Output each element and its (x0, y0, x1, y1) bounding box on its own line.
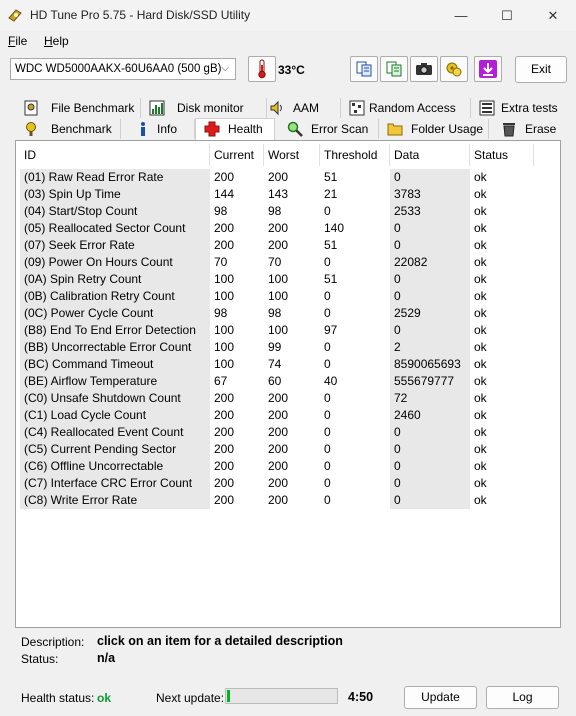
cell-current: 200 (214, 238, 235, 252)
table-row[interactable] (20, 220, 530, 237)
cell-status: ok (474, 204, 487, 218)
log-button[interactable]: Log (486, 686, 559, 709)
column-header-threshold[interactable]: Threshold (320, 144, 390, 166)
cell-status: ok (474, 272, 487, 286)
cell-worst: 200 (268, 459, 289, 473)
cell-threshold: 0 (324, 306, 331, 320)
table-row[interactable] (20, 288, 530, 305)
table-row[interactable] (20, 254, 530, 271)
cell-worst: 98 (268, 306, 282, 320)
next-update-progress (225, 688, 338, 704)
cell-data: 0 (390, 441, 470, 458)
chevron-down-icon: ⌵ (221, 63, 229, 74)
drive-select[interactable] (10, 58, 236, 80)
status-text: n/a (97, 651, 116, 665)
cell-id: (04) Start/Stop Count (20, 203, 210, 220)
cell-worst: 100 (268, 323, 289, 337)
health-status-label: Health status: (21, 691, 95, 705)
cell-status: ok (474, 374, 487, 388)
cell-id: (BC) Command Timeout (20, 356, 210, 373)
cell-current: 200 (214, 442, 235, 456)
tab-health-label: Health (228, 122, 263, 136)
cell-threshold: 21 (324, 187, 338, 201)
cell-current: 200 (214, 493, 235, 507)
column-header-data[interactable]: Data (390, 144, 470, 166)
cell-worst: 200 (268, 170, 289, 184)
cell-worst: 143 (268, 187, 289, 201)
cell-data: 2529 (390, 305, 470, 322)
cell-status: ok (474, 493, 487, 507)
table-row[interactable] (20, 390, 530, 407)
cell-id: (0A) Spin Retry Count (20, 271, 210, 288)
copy-screen-icon (385, 60, 403, 78)
cell-data: 0 (390, 220, 470, 237)
table-row[interactable] (20, 492, 530, 509)
cell-status: ok (474, 221, 487, 235)
cell-data: 0 (390, 288, 470, 305)
cell-id: (C5) Current Pending Sector (20, 441, 210, 458)
cell-id: (BE) Airflow Temperature (20, 373, 210, 390)
cell-worst: 200 (268, 391, 289, 405)
cell-worst: 98 (268, 204, 282, 218)
table-header (20, 144, 530, 166)
cell-current: 100 (214, 340, 235, 354)
cell-threshold: 51 (324, 170, 338, 184)
cell-current: 100 (214, 289, 235, 303)
cell-status: ok (474, 187, 487, 201)
status-bar (0, 678, 576, 716)
status-label: Status: (21, 652, 59, 666)
speaker-icon (269, 100, 285, 116)
cell-data: 2533 (390, 203, 470, 220)
cell-threshold: 0 (324, 476, 331, 490)
cell-threshold: 51 (324, 238, 338, 252)
tab-benchmark[interactable] (15, 119, 121, 139)
health-status-value: ok (97, 691, 112, 705)
cell-worst: 99 (268, 340, 282, 354)
menu-help-label: elp (52, 34, 69, 48)
copy-info-button[interactable] (350, 56, 378, 82)
cell-threshold: 0 (324, 425, 331, 439)
health-cross-icon (204, 121, 220, 137)
tab-aam-label: AAM (293, 101, 320, 115)
cell-current: 98 (214, 204, 228, 218)
tab-benchmark-label: Benchmark (51, 122, 112, 136)
cell-status: ok (474, 306, 487, 320)
table-row[interactable] (20, 475, 530, 492)
cell-current: 200 (214, 476, 235, 490)
cell-status: ok (474, 340, 487, 354)
cell-threshold: 0 (324, 408, 331, 422)
folder-icon (387, 121, 403, 137)
table-row[interactable] (20, 203, 530, 220)
tab-folder-usage-label: Folder Usage (411, 122, 484, 136)
cell-data: 0 (390, 424, 470, 441)
cell-id: (03) Spin Up Time (20, 186, 210, 203)
tab-random-access[interactable] (341, 98, 471, 118)
cell-id: (C0) Unsafe Shutdown Count (20, 390, 210, 407)
cell-id: (0C) Power Cycle Count (20, 305, 210, 322)
column-header-worst[interactable]: Worst (264, 144, 320, 166)
cell-data: 555679777 (390, 373, 470, 390)
table-row[interactable] (20, 407, 530, 424)
cell-worst: 100 (268, 272, 289, 286)
options-button[interactable] (440, 56, 468, 82)
copy-screenshot-button[interactable] (380, 56, 408, 82)
cell-status: ok (474, 323, 487, 337)
progress-fill (227, 690, 230, 702)
cell-status: ok (474, 408, 487, 422)
cell-id: (C6) Offline Uncorrectable (20, 458, 210, 475)
close-button[interactable]: ✕ (547, 8, 559, 23)
temperature-button[interactable] (248, 56, 276, 82)
cell-id: (C7) Interface CRC Error Count (20, 475, 210, 492)
cell-id: (09) Power On Hours Count (20, 254, 210, 271)
cell-threshold: 0 (324, 255, 331, 269)
screenshot-button[interactable] (410, 56, 438, 82)
options-icon (445, 60, 463, 78)
extra-tests-icon (479, 100, 495, 116)
cell-data: 22082 (390, 254, 470, 271)
exit-button[interactable]: Exit (515, 56, 567, 83)
cell-threshold: 51 (324, 272, 338, 286)
cell-id: (C8) Write Error Rate (20, 492, 210, 509)
thermometer-icon (255, 59, 269, 79)
cell-worst: 74 (268, 357, 282, 371)
table-row[interactable] (20, 441, 530, 458)
cell-current: 200 (214, 221, 235, 235)
table-row[interactable] (20, 458, 530, 475)
cell-id: (B8) End To End Error Detection (20, 322, 210, 339)
cell-worst: 200 (268, 221, 289, 235)
cell-status: ok (474, 238, 487, 252)
camera-icon (415, 61, 433, 77)
table-row[interactable] (20, 271, 530, 288)
cell-threshold: 40 (324, 374, 338, 388)
column-header-status[interactable]: Status (470, 144, 534, 166)
tab-file-benchmark[interactable] (15, 98, 141, 118)
menu-file-label: ile (15, 34, 28, 48)
app-icon (8, 8, 22, 22)
cell-data: 0 (390, 322, 470, 339)
tab-aam[interactable] (267, 98, 341, 118)
cell-threshold: 97 (324, 323, 338, 337)
cell-threshold: 0 (324, 391, 331, 405)
table-row[interactable] (20, 169, 530, 186)
tab-disk-monitor-label: Disk monitor (177, 101, 244, 115)
table-row[interactable] (20, 237, 530, 254)
cell-current: 200 (214, 391, 235, 405)
cell-status: ok (474, 391, 487, 405)
tab-random-access-label: Random Access (369, 101, 456, 115)
menu-file[interactable] (8, 34, 27, 48)
cell-status: ok (474, 255, 487, 269)
cell-id: (C4) Reallocated Event Count (20, 424, 210, 441)
cell-status: ok (474, 476, 487, 490)
cell-threshold: 0 (324, 442, 331, 456)
tab-info-label: Info (157, 122, 178, 136)
menu-help-accel: H (44, 34, 53, 48)
title-bar (0, 0, 576, 32)
benchmark-icon (23, 121, 39, 137)
drive-select-value: WDC WD5000AAKX-60U6AA0 (500 gB) (15, 63, 222, 75)
cell-status: ok (474, 459, 487, 473)
cell-data: 0 (390, 475, 470, 492)
cell-worst: 70 (268, 255, 282, 269)
tab-extra-tests[interactable] (471, 98, 563, 118)
temperature-readout: 33°C (278, 63, 305, 77)
table-row[interactable] (20, 339, 530, 356)
cell-id: (BB) Uncorrectable Error Count (20, 339, 210, 356)
cell-threshold: 140 (324, 221, 345, 235)
disk-monitor-icon (149, 100, 165, 116)
tab-error-scan[interactable] (275, 119, 379, 139)
file-benchmark-icon (23, 100, 39, 116)
countdown-timer: 4:50 (348, 690, 374, 704)
save-icon (478, 59, 498, 79)
cell-current: 200 (214, 425, 235, 439)
info-icon (135, 121, 151, 137)
cell-data: 2 (390, 339, 470, 356)
cell-threshold: 0 (324, 289, 331, 303)
cell-worst: 60 (268, 374, 282, 388)
menu-bar (0, 31, 576, 53)
cell-current: 200 (214, 459, 235, 473)
cell-threshold: 0 (324, 204, 331, 218)
cell-data: 0 (390, 492, 470, 509)
cell-id: (07) Seek Error Rate (20, 237, 210, 254)
cell-status: ok (474, 357, 487, 371)
minimize-button[interactable]: — (454, 8, 468, 23)
cell-threshold: 0 (324, 493, 331, 507)
menu-help[interactable] (44, 34, 69, 48)
cell-id: (05) Reallocated Sector Count (20, 220, 210, 237)
cell-data: 3783 (390, 186, 470, 203)
cell-worst: 200 (268, 408, 289, 422)
table-row[interactable] (20, 305, 530, 322)
cell-status: ok (474, 425, 487, 439)
save-button[interactable] (474, 56, 502, 82)
cell-status: ok (474, 442, 487, 456)
cell-worst: 200 (268, 476, 289, 490)
column-header-current[interactable]: Current (210, 144, 264, 166)
cell-data: 0 (390, 237, 470, 254)
cell-data: 8590065693 (390, 356, 470, 373)
table-row[interactable] (20, 186, 530, 203)
cell-id: (0B) Calibration Retry Count (20, 288, 210, 305)
tab-extra-tests-label: Extra tests (501, 101, 558, 115)
trash-icon (501, 121, 517, 137)
cell-threshold: 0 (324, 459, 331, 473)
table-row[interactable] (20, 356, 530, 373)
cell-data: 0 (390, 169, 470, 186)
cell-current: 100 (214, 323, 235, 337)
cell-worst: 200 (268, 238, 289, 252)
menu-file-accel: F (8, 34, 16, 48)
cell-id: (C1) Load Cycle Count (20, 407, 210, 424)
tab-erase[interactable] (489, 119, 563, 139)
column-header-id[interactable]: ID (20, 144, 210, 166)
smart-table (15, 140, 561, 628)
cell-current: 100 (214, 272, 235, 286)
description-label: Description: (21, 635, 85, 649)
tab-info[interactable] (121, 119, 195, 139)
cell-current: 144 (214, 187, 235, 201)
cell-worst: 200 (268, 493, 289, 507)
update-button[interactable]: Update (404, 686, 477, 709)
cell-current: 200 (214, 170, 235, 184)
cell-current: 67 (214, 374, 228, 388)
cell-current: 70 (214, 255, 228, 269)
tab-folder-usage[interactable] (379, 119, 489, 139)
table-row[interactable] (20, 322, 530, 339)
copy-info-icon (355, 60, 373, 78)
cell-worst: 100 (268, 289, 289, 303)
cell-threshold: 0 (324, 340, 331, 354)
cell-current: 98 (214, 306, 228, 320)
tab-error-scan-label: Error Scan (311, 122, 369, 136)
cell-data: 0 (390, 458, 470, 475)
cell-id: (01) Raw Read Error Rate (20, 169, 210, 186)
cell-status: ok (474, 170, 487, 184)
description-text: click on an item for a detailed description (97, 634, 343, 648)
tab-disk-monitor[interactable] (141, 98, 267, 118)
cell-current: 100 (214, 357, 235, 371)
maximize-button[interactable]: ☐ (501, 8, 513, 23)
cell-data: 72 (390, 390, 470, 407)
tab-file-benchmark-label: File Benchmark (51, 101, 135, 115)
cell-data: 0 (390, 271, 470, 288)
window-title: HD Tune Pro 5.75 - Hard Disk/SSD Utility (30, 8, 251, 22)
tab-health[interactable] (195, 118, 275, 141)
cell-data: 2460 (390, 407, 470, 424)
table-row[interactable] (20, 373, 530, 390)
random-access-icon (349, 100, 365, 116)
next-update-label: Next update: (156, 691, 225, 705)
cell-worst: 200 (268, 442, 289, 456)
cell-current: 200 (214, 408, 235, 422)
cell-worst: 200 (268, 425, 289, 439)
magnifier-icon (287, 121, 303, 137)
tab-erase-label: Erase (525, 122, 557, 136)
toolbar (0, 53, 576, 89)
cell-threshold: 0 (324, 357, 331, 371)
cell-status: ok (474, 289, 487, 303)
table-row[interactable] (20, 424, 530, 441)
